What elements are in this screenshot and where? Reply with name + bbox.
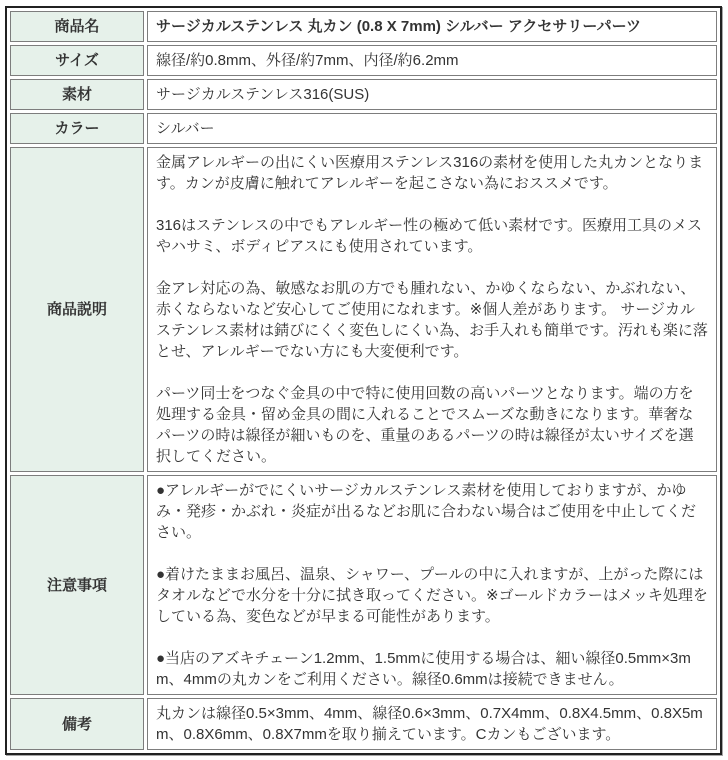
row-header-remarks: 備考 xyxy=(10,698,144,750)
spec-row-remarks xyxy=(10,698,717,750)
row-value-size: 線径/約0.8mm、外径/約7mm、内径/約6.2mm xyxy=(147,45,717,76)
description-paragraph: 316はステンレスの中でもアレルギー性の極めて低い素材です。医療用工具のメスやハサミ、ボディピアスにも使用されています。 xyxy=(156,217,702,255)
row-value-description xyxy=(147,147,717,472)
spec-row-color xyxy=(10,113,717,144)
row-header-product-name: 商品名 xyxy=(10,11,144,42)
spec-row-cautions xyxy=(10,475,717,695)
caution-paragraph: ●当店のアズキチェーン1.2mm、1.5mmに使用する場合は、細い線径0.5mm×3mm、4mmの丸カンをご利用ください。線径0.6mmは接続できません。 xyxy=(156,650,691,688)
spec-row-product-name xyxy=(10,11,717,42)
row-value-cautions xyxy=(147,475,717,695)
row-value-product-name: サージカルステンレス 丸カン (0.8 X 7mm) シルバー アクセサリーパーツ xyxy=(147,11,717,42)
row-header-description: 商品説明 xyxy=(10,147,144,472)
caution-paragraph: ●アレルギーがでにくいサージカルステンレス素材を使用しておりますが、かゆみ・発疹・かぶれ・炎症が出るなどお肌に合わない場合はご使用を中止してください。 xyxy=(156,482,697,541)
spec-row-material xyxy=(10,79,717,110)
row-header-material: 素材 xyxy=(10,79,144,110)
row-header-size: サイズ xyxy=(10,45,144,76)
description-paragraph: 金アレ対応の為、敏感なお肌の方でも腫れない、かゆくならない、かぶれない、赤くならないなど安心してご使用になれます。※個人差があります。 サージカルステンレス素材は錆びにくく変色しにくい為、お手入れも簡単です。汚れも楽に落とせ、アレルギーでない方にも大変便利です。 xyxy=(156,280,708,360)
caution-paragraph: ●着けたままお風呂、温泉、シャワー、プールの中に入れますが、上がった際にはタオルなどで水分を十分に拭き取ってください。※ゴールドカラーはメッキ処理をしている為、変色などが早まる可能性があります。 xyxy=(156,566,708,625)
product-spec-table xyxy=(5,6,722,755)
row-header-cautions: 注意事項 xyxy=(10,475,144,695)
row-value-remarks: 丸カンは線径0.5×3mm、4mm、線径0.6×3mm、0.7X4mm、0.8X4.5mm、0.8X5mm、0.8X6mm、0.8X7mmを取り揃えています。Cカンもございます。 xyxy=(147,698,717,750)
spec-row-description xyxy=(10,147,717,472)
description-paragraph: 金属アレルギーの出にくい医療用ステンレス316の素材を使用した丸カンとなります。カンが皮膚に触れてアレルギーを起こさない為におススメです。 xyxy=(156,154,704,192)
row-value-color: シルバー xyxy=(147,113,717,144)
description-paragraph: パーツ同士をつなぐ金具の中で特に使用回数の高いパーツとなります。端の方を処理する金具・留め金具の間に入れることでスムーズな動きになります。華奢なパーツの時は線径が細いものを、重量のあるパーツの時は線径が太いサイズを選択してください。 xyxy=(156,385,694,465)
spec-row-size xyxy=(10,45,717,76)
row-value-material: サージカルステンレス316(SUS) xyxy=(147,79,717,110)
row-header-color: カラー xyxy=(10,113,144,144)
